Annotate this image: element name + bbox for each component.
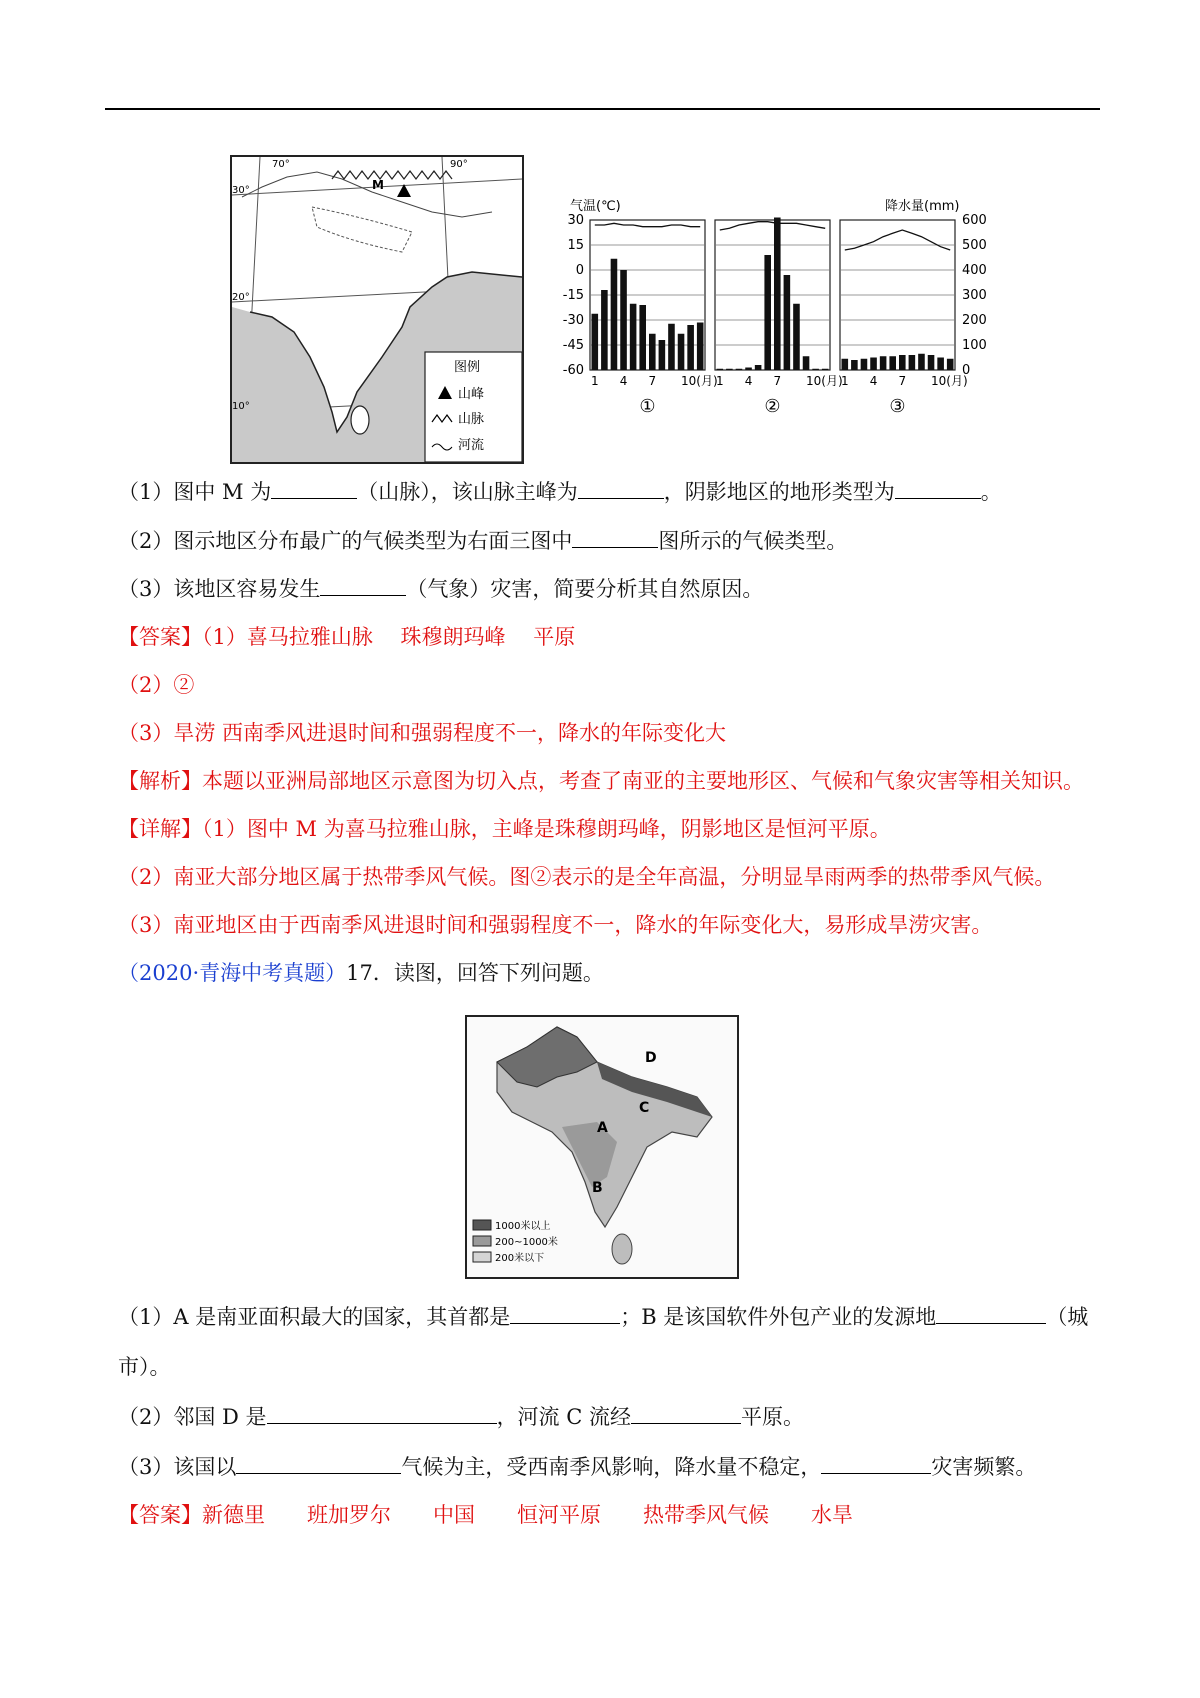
legend-low: 200米以下 [495,1253,545,1264]
precip-bar [947,359,954,370]
q1-l2-a: （2）图示地区分布最广的气候类型为右面三图中 [118,529,573,553]
precip-bar [668,324,675,370]
climate-panel-3 [840,220,971,417]
climate-panel-2 [715,218,843,418]
precip-bar [812,369,819,370]
shaded-plain [312,207,412,252]
month-tick: 4 [619,374,628,388]
precip-bar [774,218,781,371]
legend-river: 河流 [458,438,485,453]
temp-axis-title: 气温(℃) [570,199,621,214]
blank-disaster[interactable] [320,577,406,596]
q2-l1-c: （城 [1046,1305,1089,1329]
month-tick: 10(月) [931,374,968,388]
precip-bar [909,355,916,370]
q1-l1-c: ，阴影地区的地形类型为 [663,480,895,504]
precip-bar [630,304,637,370]
precip-bar [842,359,849,370]
precip-bar [889,356,896,370]
temp-tick: 0 [575,263,584,278]
legend-title: 图例 [454,360,481,375]
sri-lanka-2 [612,1234,632,1264]
blank-plain[interactable] [631,1405,741,1424]
precip-tick: 200 [962,313,987,328]
month-tick: 4 [744,374,753,388]
month-tick: 4 [869,374,878,388]
month-tick: 7 [898,374,907,388]
blank-climate[interactable] [572,529,658,548]
precip-bar [764,255,771,370]
lat-30-label: 30° [232,185,250,196]
precip-bar [793,304,800,370]
q1-analysis: 【解析】本题以亚洲局部地区示意图为切入点，考查了南亚的主要地形区、气候和气象灾害等相关知识。 [118,769,1084,793]
q1-l3-b: （气象）灾害，简要分析其自然原因。 [406,577,764,601]
q1-detail-1: 【详解】（1）图中 M 为喜马拉雅山脉，主峰是珠穆朗玛峰，阴影地区是恒河平原。 [118,817,891,841]
q2-l1-a: （1）A 是南亚面积最大的国家，其首都是 [118,1305,511,1329]
month-tick: 1 [715,374,724,388]
precip-tick: 600 [962,213,987,228]
panel-label: ③ [889,396,906,417]
q2-line1-cont: 市）。 [118,1355,171,1379]
q2-l2-b: ，河流 C 流经 [496,1405,631,1429]
q1-line1 [118,477,1002,507]
blank-climate-type[interactable] [236,1455,401,1474]
precip-bar [639,305,646,370]
q1-answer-3: （3）旱涝 西南季风进退时间和强弱程度不一，降水的年际变化大 [118,721,727,745]
q1-l1-d: 。 [980,480,1002,504]
south-asia-map-1 [230,155,524,464]
panel-label: ② [764,396,781,417]
precip-bar [928,355,935,370]
climate-charts [540,190,1010,420]
q2-header-line [118,958,604,988]
label-m: M [372,178,384,192]
mountain-range [332,171,452,179]
label-c: C [639,1100,650,1116]
q2-answer: 【答案】新德里 班加罗尔 中国 恒河平原 热带季风气候 水旱 [118,1503,853,1527]
precip-bar [803,356,810,370]
precip-bar [687,325,694,370]
precip-bar [918,354,925,370]
precip-bar [822,369,829,370]
precip-bar [899,355,906,370]
q2-l3-c: 灾害频繁。 [931,1455,1037,1479]
precip-bar [592,314,599,370]
q1-l1-b: （山脉），该山脉主峰为 [357,480,578,504]
month-tick: 10(月) [681,374,718,388]
precip-tick: 100 [962,338,987,353]
precip-bar [937,358,944,371]
precip-axis-title: 降水量(mm) [885,199,960,214]
blank-landform[interactable] [895,480,981,499]
climate-panel-1 [590,220,718,417]
precip-bar [601,290,608,370]
label-a: A [597,1120,608,1136]
precip-bar [851,360,858,370]
legend-high: 1000米以上 [495,1221,551,1232]
precip-bar [717,369,724,370]
temp-tick: -45 [562,338,584,353]
lon-70-label: 70° [272,159,290,170]
blank-neighbor[interactable] [267,1405,497,1424]
precip-bar [697,323,704,371]
blank-mountain[interactable] [271,480,357,499]
precip-bar [784,275,791,370]
q2-line1 [118,1302,1088,1332]
q1-detail-3: （3）南亚地区由于西南季风进退时间和强弱程度不一，降水的年际变化大，易形成旱涝灾害。 [118,913,993,937]
lon-90-label: 90° [450,159,468,170]
month-tick: 7 [648,374,657,388]
blank-hazard[interactable] [821,1455,931,1474]
panel-label: ① [639,396,656,417]
sri-lanka [351,406,369,434]
northern-border [242,172,492,217]
q1-detail-2: （2）南亚大部分地区属于热带季风气候。图②表示的是全年高温，分明显旱雨两季的热带季风气候。 [118,865,1056,889]
precip-bar [736,369,743,370]
precip-bar [745,368,752,371]
legend-mid: 200~1000米 [495,1237,558,1248]
precip-bar [880,356,887,370]
precip-tick: 400 [962,263,987,278]
q2-l2-a: （2）邻国 D 是 [118,1405,267,1429]
q2-l3-a: （3）该国以 [118,1455,237,1479]
label-b: B [592,1180,603,1196]
temp-tick: -15 [562,288,584,303]
q1-l3-a: （3）该地区容易发生 [118,577,321,601]
month-tick: 7 [773,374,782,388]
precip-bar [870,358,877,371]
month-tick: 10(月) [806,374,843,388]
temp-tick: 15 [567,238,584,253]
q1-line3 [118,574,763,604]
q2-line2 [118,1402,804,1432]
blank-peak[interactable] [578,480,664,499]
q2-l2-c: 平原。 [740,1405,804,1429]
q2-l1-b: ；B 是该国软件外包产业的发源地 [620,1305,937,1329]
precip-tick: 500 [962,238,987,253]
legend-range: 山脉 [458,412,485,427]
q1-line2 [118,526,847,556]
precip-bar [659,340,666,370]
precip-bar [611,259,618,370]
temp-tick: -30 [562,313,584,328]
precip-tick: 300 [962,288,987,303]
precip-bar [726,369,733,370]
precip-bar [678,334,685,370]
q1-answer-2: （2）② [118,673,195,697]
q2-line3 [118,1452,1036,1482]
q2-l3-b: 气候为主，受西南季风影响，降水量不稳定， [401,1455,822,1479]
south-asia-map-2 [465,1015,739,1279]
month-tick: 1 [590,374,599,388]
precip-bar [620,270,627,370]
legend-peak: 山峰 [458,387,485,402]
q1-answer-1: 【答案】（1）喜马拉雅山脉 珠穆朗玛峰 平原 [118,625,576,649]
label-d: D [645,1050,657,1066]
blank-capital[interactable] [510,1305,620,1324]
precip-bar [755,365,762,370]
precip-bar [861,359,868,370]
q1-l1-a: （1）图中 M 为 [118,480,272,504]
q2-header: 17．读图，回答下列问题。 [346,961,604,985]
header-rule [105,108,1100,110]
temp-tick: 30 [567,213,584,228]
temp-tick: -60 [562,363,584,378]
month-tick: 1 [840,374,849,388]
q2-source: （2020·青海中考真题） [118,961,347,985]
lat-20-label: 20° [232,292,250,303]
legend-low-swatch [473,1252,491,1262]
legend-high-swatch [473,1220,491,1230]
legend-mid-swatch [473,1236,491,1246]
q1-l2-b: 图所示的气候类型。 [658,529,848,553]
lat-10-label: 10° [232,401,250,412]
precip-bar [649,334,656,370]
precip-tick: 0 [962,363,971,378]
blank-city[interactable] [936,1305,1046,1324]
